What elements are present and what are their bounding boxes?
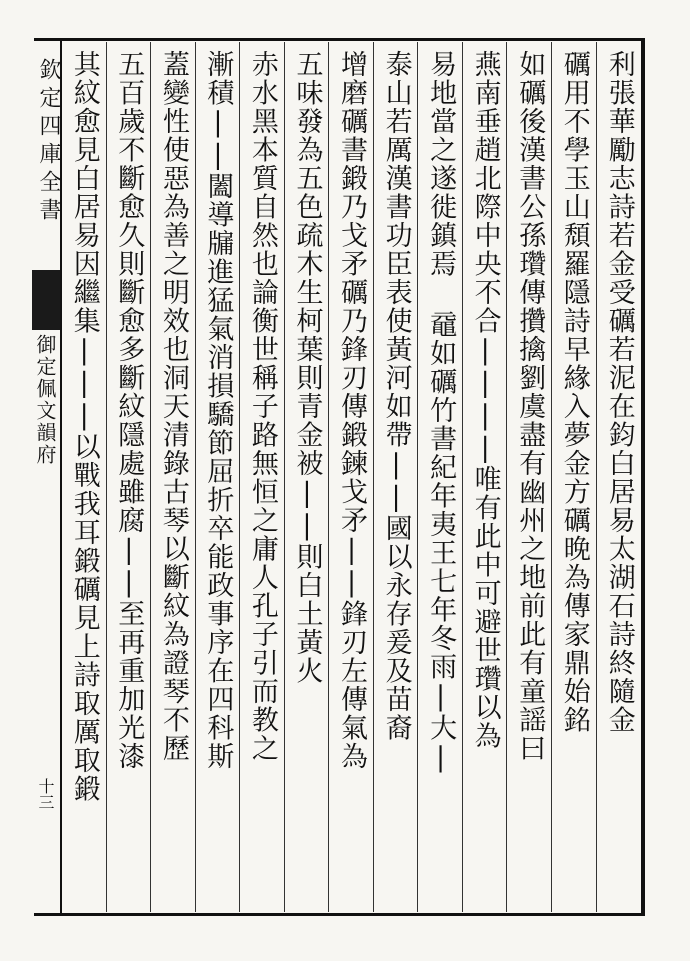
column-text: 五味發為五色疏木生柯葉則青金被||則白土黃火 — [291, 50, 323, 685]
text-column — [285, 42, 330, 912]
column-text: 漸積||闔導牖進猛氣消損驕節屈折卒能政事序在四科斯 — [202, 50, 234, 771]
text-column — [196, 42, 241, 912]
text-column — [418, 42, 463, 912]
column-text: 礪用不學玉山頹羅隱詩早緣入夢金方礪晚為傳家鼎始銘 — [558, 50, 590, 734]
text-column — [151, 42, 196, 912]
column-text: 五百歲不斷愈久則斷愈多斷紋隱處雖腐||至再重加光漆 — [113, 50, 145, 771]
text-column — [62, 42, 107, 912]
text-columns — [62, 42, 641, 912]
column-text: 利張華勵志詩若金受礪若泥在鈞白居易太湖石詩終隨金 — [603, 50, 635, 734]
page-number: 十三 — [36, 778, 55, 810]
column-text: 其紋愈見白居易因繼集|||以戰我耳鍛礪見上詩取厲取鍛 — [68, 50, 100, 803]
column-text: 增磨礪書鍛乃戈矛礪乃鋒刃傳鍛鍊戈矛||鋒刃左傳氣為 — [336, 50, 368, 771]
book-title: 御定佩文韻府 — [33, 334, 57, 466]
column-text: 如礪後漢書公孫瓚傳攢擒劉虞盡有幽州之地前此有童謡曰 — [514, 50, 546, 763]
text-column — [107, 42, 152, 912]
text-column — [552, 42, 597, 912]
text-column — [463, 42, 508, 912]
text-column — [597, 42, 641, 912]
column-text: 泰山若厲漢書功臣表使黃河如帶||國以永存爰及苗裔 — [380, 50, 412, 742]
column-text: 易地當之遂徙鎮焉 黿如礪竹書紀年夷王七年冬雨|大| — [425, 50, 457, 775]
text-column — [329, 42, 374, 912]
fish-tail-band — [32, 270, 60, 330]
page-margin — [32, 38, 60, 916]
text-column — [507, 42, 552, 912]
column-text: 燕南垂趙北際中央不合||||唯有此中可避世瓚以為 — [469, 50, 501, 750]
text-column — [374, 42, 419, 912]
text-column — [240, 42, 285, 912]
column-text: 赤水黑本質自然也論衡世稱子路無恒之庸人孔子引而教之 — [246, 50, 278, 763]
collection-title: 欽定四庫全書 — [36, 58, 61, 226]
column-text: 蓋變性使惡為善之明效也洞天清錄古琴以斷紋為證琴不歷 — [157, 50, 189, 763]
